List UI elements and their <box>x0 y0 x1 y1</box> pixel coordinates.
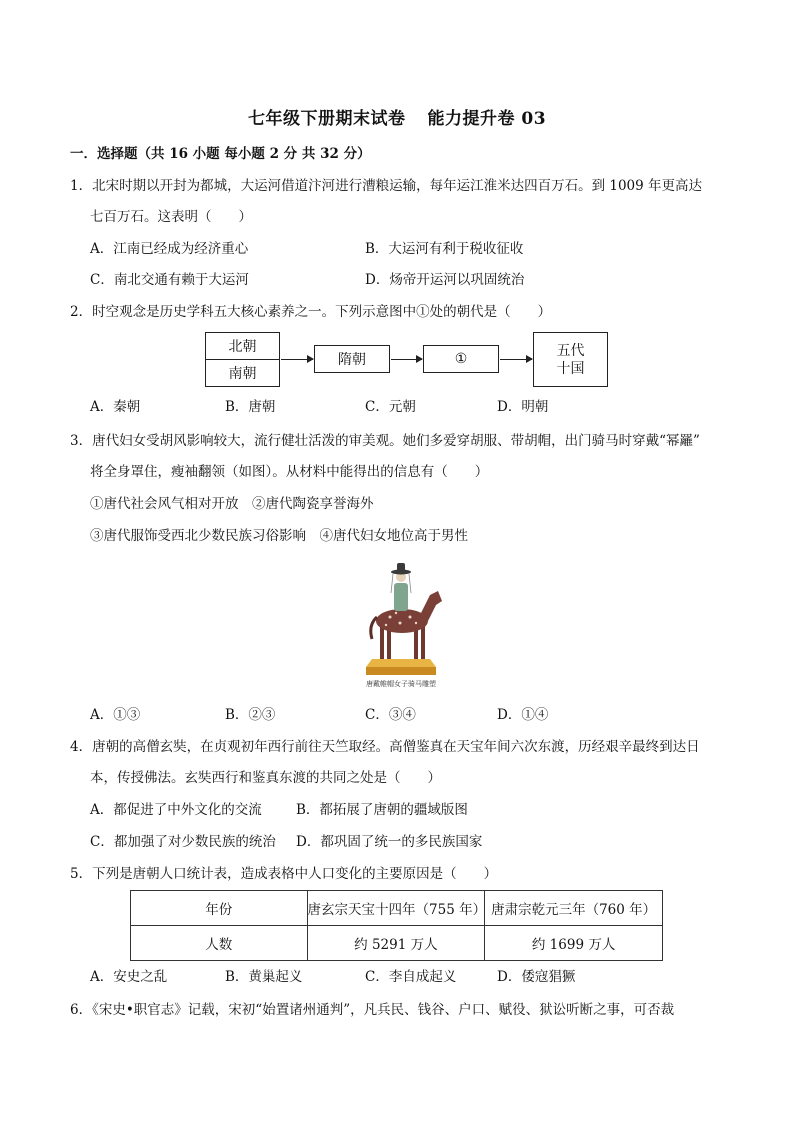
horse-head <box>420 591 442 621</box>
title-sub: 能力提升卷 03 <box>427 109 547 129</box>
table-row <box>131 926 663 961</box>
rider-robe <box>394 583 408 611</box>
q4-option-d[interactable]: D．都巩固了统一的多民族国家 <box>296 834 483 850</box>
table-cell: 唐玄宗天宝十四年（755 年） <box>307 891 485 926</box>
q2-option-d[interactable]: D．明朝 <box>497 399 549 415</box>
diagram-box-wudai <box>533 332 608 387</box>
table-row <box>131 891 663 926</box>
population-table <box>130 890 663 961</box>
diagram-box-south: 南朝 <box>205 359 280 387</box>
q3-option-a[interactable]: A．①③ <box>90 707 141 723</box>
figurine-stand-top <box>366 659 436 667</box>
arrow-to-wudai <box>500 359 532 360</box>
wudai-line1: 五代 <box>556 342 585 359</box>
table-cell: 约 5291 万人 <box>307 926 485 961</box>
q3-stem-line1: 3．唐代妇女受胡风影响较大，流行健壮活泼的审美观。她们多爱穿胡服、带胡帽，出门骑马时穿戴“幂䍦” <box>70 433 700 449</box>
q5-option-b[interactable]: B．黄巢起义 <box>225 969 303 985</box>
table-cell: 人数 <box>131 926 308 961</box>
q4-option-c[interactable]: C．都加强了对少数民族的统治 <box>90 834 276 850</box>
section-heading: 一．选择题（共 16 小题 每小题 2 分 共 32 分） <box>70 146 371 162</box>
q6-stem-line1: 6．《宋史•职官志》记载，宋初“始置诸州通判”，凡兵民、钱谷、户口、赋役、狱讼听断之事，可否裁 <box>70 1002 675 1018</box>
table-cell: 约 1699 万人 <box>485 926 663 961</box>
q1-option-d[interactable]: D．炀帝开运河以巩固统治 <box>365 272 525 288</box>
title-main: 七年级下册期末试卷 <box>247 109 406 129</box>
q3-option-b[interactable]: B．②③ <box>225 707 276 723</box>
q2-option-c[interactable]: C．元朝 <box>365 399 416 415</box>
horse-rider-figurine-image <box>360 555 450 690</box>
table-cell: 唐肃宗乾元三年（760 年） <box>485 891 663 926</box>
q4-stem-line2: 本，传授佛法。玄奘西行和鉴真东渡的共同之处是（ ） <box>90 770 441 786</box>
q3-option-c[interactable]: C．③④ <box>365 707 416 723</box>
horse-body <box>376 609 428 633</box>
q5-option-c[interactable]: C．李自成起义 <box>365 969 457 985</box>
q1-option-b[interactable]: B．大运河有利于税收征收 <box>365 241 524 257</box>
q2-option-b[interactable]: B．唐朝 <box>225 399 276 415</box>
q3-statements-2: ③唐代服饰受西北少数民族习俗影响 ④唐代妇女地位高于男性 <box>90 528 468 544</box>
diagram-box-unknown: ① <box>423 345 499 373</box>
q1-option-c[interactable]: C．南北交通有赖于大运河 <box>90 272 249 288</box>
wudai-line2: 十国 <box>556 360 585 377</box>
q1-stem-line1: 1．北宋时期以开封为都城，大运河借道汴河进行漕粮运输，每年运江淮米达四百万石。到 1009 年更高达 <box>70 178 703 194</box>
q3-option-d[interactable]: D．①④ <box>497 707 549 723</box>
q5-option-d[interactable]: D．倭寇猖獗 <box>497 969 576 985</box>
q1-stem-line2: 七百万石。这表明（ ） <box>90 209 252 225</box>
q5-option-a[interactable]: A．安史之乱 <box>90 969 168 985</box>
arrow-to-unknown <box>391 359 422 360</box>
diagram-box-north: 北朝 <box>205 332 280 360</box>
q3-statements-1: ①唐代社会风气相对开放 ②唐代陶瓷享誉海外 <box>90 496 374 512</box>
table-cell: 年份 <box>131 891 308 926</box>
q3-stem-line2: 将全身罩住，瘦袖翻领（如图）。从材料中能得出的信息有（ ） <box>90 464 489 480</box>
figure-caption: 唐戴帷帽女子骑马雕塑 <box>366 680 436 688</box>
arrow-to-sui <box>281 359 313 360</box>
q4-option-a[interactable]: A．都促进了中外文化的交流 <box>90 802 262 818</box>
q5-stem: 5．下列是唐朝人口统计表，造成表格中人口变化的主要原因是（ ） <box>70 866 498 882</box>
q4-option-b[interactable]: B．都拓展了唐朝的疆域版图 <box>296 802 468 818</box>
q2-stem: 2．时空观念是历史学科五大核心素养之一。下列示意图中①处的朝代是（ ） <box>70 304 552 320</box>
q1-option-a[interactable]: A．江南已经成为经济重心 <box>90 241 249 257</box>
figurine-stand-base <box>366 667 436 675</box>
page-title <box>0 104 794 129</box>
q2-option-a[interactable]: A．秦朝 <box>90 399 141 415</box>
diagram-box-sui: 隋朝 <box>314 345 390 373</box>
q4-stem-line1: 4．唐朝的高僧玄奘，在贞观初年西行前往天竺取经。高僧鉴真在天宝年间六次东渡，历经艰辛最终到达日 <box>70 739 700 755</box>
